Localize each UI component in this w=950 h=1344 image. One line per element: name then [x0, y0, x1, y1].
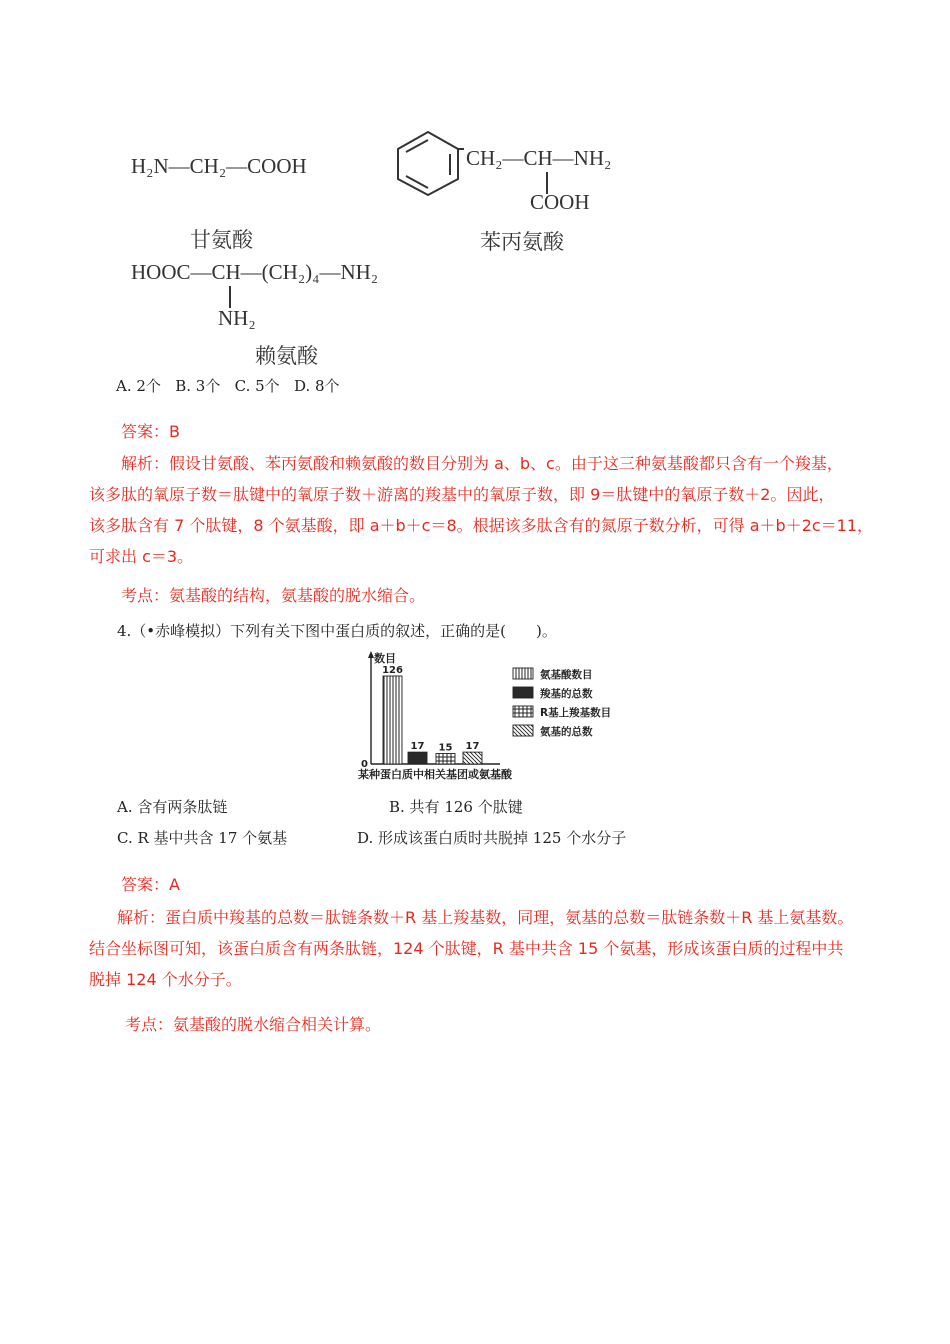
glycine-name: 甘氨酸 [190, 228, 253, 252]
lysine-formula: HOOC—CH—(CH₂)₄—NH₂ [131, 260, 379, 284]
glycine-formula: H₂N—CH₂—COOH [131, 154, 307, 178]
q3-keypoint: 考点：氨基酸的结构，氨基酸的脱水缩合。 [121, 586, 426, 605]
q3-options: A. 2个 B. 3个 C. 5个 D. 8个 [116, 377, 340, 395]
legend-swatch [513, 725, 533, 736]
q4-option-b: B. 共有 126 个肽键 [389, 798, 523, 816]
q3-analysis [89, 448, 873, 572]
bond-line [228, 286, 232, 308]
q4-analysis-line: 解析：蛋白质中羧基的总数＝肽链条数＋R 基上羧基数，同理，氨基的总数＝肽链条数＋R 基上氨基数。 [117, 908, 854, 927]
phenylalanine-chain: CH₂—CH—NH₂ [466, 146, 612, 170]
bar-value-label: 17 [410, 741, 425, 753]
bar-value-label: 17 [465, 741, 480, 753]
protein-bar-chart [350, 648, 640, 788]
chart-ylabel: 数目 [374, 652, 396, 665]
q4-analysis [89, 902, 853, 995]
q4-analysis-line: 脱掉 124 个水分子。 [89, 970, 242, 989]
q4-answer: 答案：A [121, 875, 180, 894]
legend-label: 羧基的总数 [540, 688, 593, 700]
bar-value-label: 15 [438, 742, 453, 754]
chart-origin-label: 0 [361, 759, 368, 770]
bar-value-label: 126 [382, 665, 403, 676]
q4-option-c: C. R 基中共含 17 个氨基 [117, 829, 288, 847]
chart-xlabel: 某种蛋白质中相关基团或氨基酸 [358, 768, 512, 781]
legend-swatch [513, 706, 533, 717]
bar-2 [436, 754, 455, 764]
phenylalanine-cooh: COOH [530, 190, 590, 214]
q4-option-d: D. 形成该蛋白质时共脱掉 125 个水分子 [357, 829, 627, 847]
q3-analysis-line: 可求出 c＝3。 [89, 547, 194, 566]
q4-option-a: A. 含有两条肽链 [117, 798, 228, 816]
phenylalanine-name: 苯丙氨酸 [480, 230, 564, 254]
q3-analysis-line: 该多肽含有 7 个肽键，8 个氨基酸，即 a＋b＋c＝8。根据该多肽含有的氮原子数分析，可得 a＋b＋2c＝11， [89, 516, 874, 535]
lysine-name: 赖氨酸 [255, 344, 318, 368]
q3-answer: 答案：B [121, 422, 180, 441]
bar-0 [383, 676, 402, 764]
q4-stem: 4.（•赤峰模拟）下列有关下图中蛋白质的叙述，正确的是( )。 [117, 622, 557, 640]
legend-label: 氨基酸数目 [540, 669, 593, 681]
legend-label: R基上羧基数目 [540, 707, 612, 719]
q4-keypoint: 考点：氨基酸的脱水缩合相关计算。 [125, 1015, 382, 1034]
legend-swatch [513, 687, 533, 698]
benzene-ring-icon [392, 128, 464, 198]
q3-analysis-line: 该多肽的氧原子数＝肽键中的氧原子数＋游离的羧基中的氧原子数，即 9＝肽键中的氧原子数＋2。因此， [89, 485, 835, 504]
q3-analysis-line: 解析：假设甘氨酸、苯丙氨酸和赖氨酸的数目分别为 a、b、c。由于这三种氨基酸都只含有一个羧基， [121, 454, 843, 473]
legend-label: 氨基的总数 [540, 726, 593, 738]
q4-analysis-line: 结合坐标图可知，该蛋白质含有两条肽链，124 个肽键，R 基中共含 15 个氨基，形成该蛋白质的过程中共 [89, 939, 844, 958]
legend-swatch [513, 668, 533, 679]
bar-1 [408, 752, 427, 764]
lysine-nh2: NH₂ [218, 306, 256, 330]
bar-3 [463, 752, 482, 764]
